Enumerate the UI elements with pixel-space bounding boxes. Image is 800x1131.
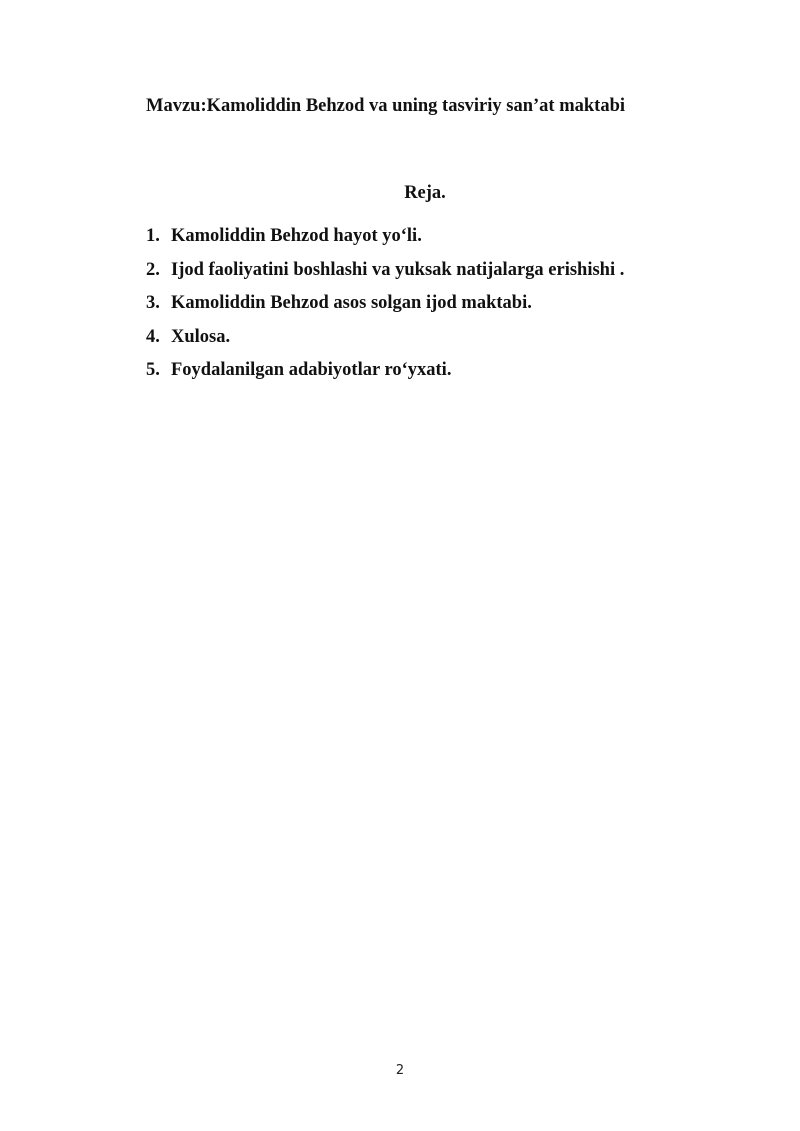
list-item xyxy=(146,226,624,260)
list-item-text: Kamoliddin Behzod asos solgan ijod maktabi. xyxy=(171,293,532,313)
list-item-number: 2. xyxy=(146,259,160,280)
list-item-number: 4. xyxy=(146,326,160,347)
document-title: Mavzu:Kamoliddin Behzod va uning tasviriy san’at maktabi xyxy=(146,96,626,116)
list-item xyxy=(146,293,624,327)
list-item-text: Xulosa. xyxy=(171,326,231,347)
list-item-number: 3. xyxy=(146,293,160,313)
list-item-text: Ijod faoliyatini boshlashi va yuksak natijalarga erishishi . xyxy=(171,259,625,280)
plan-heading: Reja. xyxy=(404,183,446,203)
plan-list xyxy=(146,226,624,394)
list-item-text: Kamoliddin Behzod hayot yo‘li. xyxy=(171,226,422,246)
list-item-number: 1. xyxy=(146,226,160,246)
list-item xyxy=(146,327,624,361)
list-item xyxy=(146,360,624,394)
list-item-text: Foydalanilgan adabiyotlar ro‘yxati. xyxy=(171,360,452,380)
list-item xyxy=(146,260,624,294)
list-item-number: 5. xyxy=(146,360,160,380)
page-number: 2 xyxy=(395,1063,405,1078)
